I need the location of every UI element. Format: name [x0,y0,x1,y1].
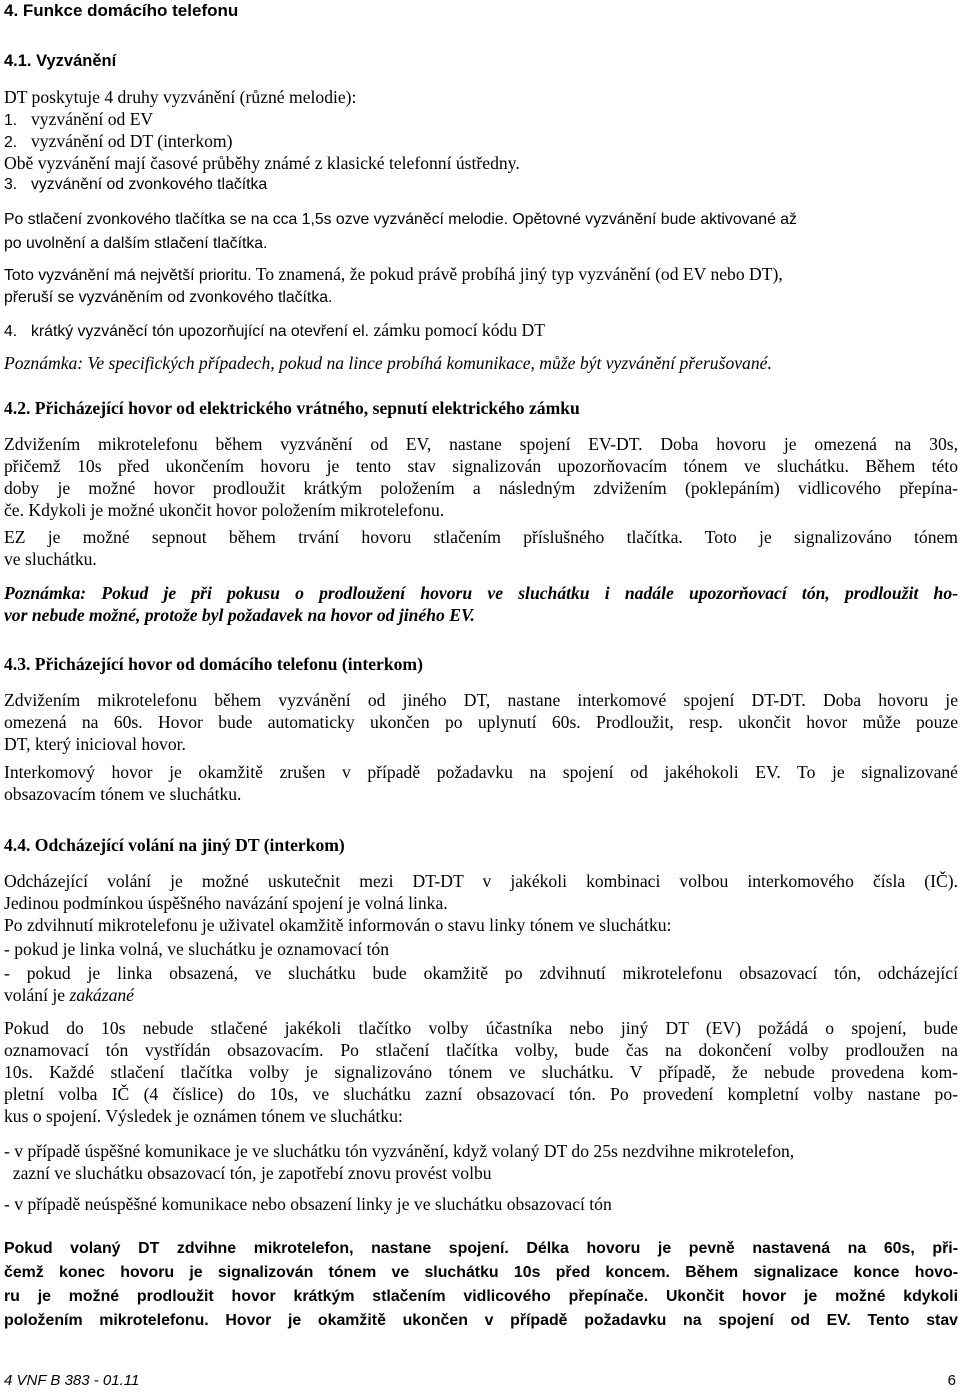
paragraph-line: přičemž 10s před ukončením hovoru je tento stav signalizován upozorňovacím tónem ve sluchátku. Během této [4,456,958,476]
list-number: 1. [4,112,18,129]
paragraph-line: DT, který inicioval hovor. [4,734,186,754]
list-text: krátký vyzváněcí tón upozorňující na otevření el. [31,323,370,340]
paragraph-line: po uvolnění a dalším stlačení tlačítka. [4,235,268,252]
paragraph-line: Jedinou podmínkou úspěšného navázání spojení je volná linka. [4,893,448,913]
paragraph-line: položením mikrotelefonu. Hovor je okamžitě ukončen v případě požadavku na spojení od EV. Tento stav [4,1312,958,1329]
list-text: zámku pomocí kódu DT [369,320,545,340]
ringtone-intro: DT poskytuje 4 druhy vyzvánění (různé melodie): [4,87,357,107]
paragraph-line: če. Kdykoli je možné ukončit hovor položením mikrotelefonu. [4,500,445,520]
paragraph-line: ru je možné prodloužit hovor krátkým stlačením vidlicového přepínače. Ukončit hovor je možné kdykoli [4,1288,958,1305]
paragraph-line [4,209,797,231]
list-item [4,130,232,154]
text-run: To znamená, že pokud právě probíhá jiný typ vyzvánění (od EV nebo DT), [251,264,783,284]
paragraph-line: Zdvižením mikrotelefonu během vyzvánění od jiného DT, nastane interkomové spojení DT-DT. Doba hovoru je [4,690,958,710]
paragraph-line: přeruší se vyzváněním od zvonkového tlačítka. [4,289,333,306]
list-item [4,319,545,343]
section-4-4-title: 4.4. Odcházející volání na jiný DT (interkom) [4,835,345,855]
page-footer [4,1370,956,1392]
text-run: volání je [4,985,70,1005]
note: Poznámka: Ve specifických případech, pokud na lince probíhá komunikace, může být vyzvánění přerušované. [4,353,772,373]
paragraph-line: kus o spojení. Výsledek je oznámen tónem ve sluchátku: [4,1106,403,1126]
paragraph-line: Interkomový hovor je okamžitě zrušen v případě požadavku na spojení od jakéhokoli EV. To je signalizované [4,762,958,782]
list-item [4,984,134,1006]
paragraph-line: Po zdvihnutí mikrotelefonu je uživatel okamžitě informován o stavu linky tónem ve sluchátku: [4,915,672,935]
paragraph-line: Obě vyzvánění mají časové průběhy známé z klasické telefonní ústředny. [4,153,520,173]
paragraph-line: obsazovacím tónem ve sluchátku. [4,784,242,804]
list-item: - pokud je linka obsazená, ve sluchátku bude okamžitě po zdvihnutí mikrotelefonu obsazovací tón, odcházející [4,963,958,983]
paragraph-line: 10s. Každé stlačení tlačítka volby je signalizováno tónem ve sluchátku. V případě, že nebude provedena kom- [4,1062,958,1082]
paragraph-line: pletní volba IČ (4 číslice) do 10s, ve sluchátku zazní obsazovací tón. Po provedení kompletní volby nastane po- [4,1084,958,1104]
page-number: 6 [947,1372,956,1389]
list-number: 2. [4,134,18,151]
list-item: - pokud je linka volná, ve sluchátku je oznamovací tón [4,939,390,959]
paragraph-line: omezená na 60s. Hovor bude automaticky ukončen po uplynutí 60s. Prodloužit, resp. ukončit hovor může pouze [4,712,958,732]
paragraph-line: doby je možné hovor prodloužit krátkým položením a následným zdvižením (poklepáním) vidlicového přepína- [4,478,958,498]
list-number: 3. [4,176,18,193]
text-run: zakázané [69,985,134,1005]
list-number: 4. [4,323,18,340]
paragraph-line: Pokud do 10s nebude stlačené jakékoli tlačítko volby účastníka nebo jiný DT (EV) požádá o spojení, bude [4,1018,958,1038]
list-item: - v případě neúspěšné komunikace nebo obsazení linky je ve sluchátku obsazovací tón [4,1194,612,1214]
paragraph-line: Odcházející volání je možné uskutečnit mezi DT-DT v jakékoli kombinaci volbou interkomového čísla (IČ). [4,871,958,891]
list-item [4,174,267,196]
list-text: vyzvánění od DT (interkom) [31,131,233,151]
paragraph-line: ve sluchátku. [4,549,97,569]
text-run: Po stlačení zvonkového tlačítka se na cca 1,5s ozve vyzváněcí melodie. [4,211,509,228]
text-run: Toto vyzvánění má největší prioritu. [4,267,252,284]
paragraph-line: Zdvižením mikrotelefonu během vyzvánění od EV, nastane spojení EV-DT. Doba hovoru je omezená na 30s, [4,434,958,454]
page-title: 4. Funkce domácího telefonu [4,1,239,20]
section-4-1-title: 4.1. Vyzvánění [4,52,117,70]
paragraph-line: čemž konec hovoru je signalizován tónem ve sluchátku 10s před koncem. Během signalizace konce hovo- [4,1264,958,1281]
paragraph-line: oznamovací tón vystřídán obsazovacím. Po stlačení tlačítka volby, bude čas na dokončení volby prodloužen na [4,1040,958,1060]
paragraph-line: Pokud volaný DT zdvihne mikrotelefon, nastane spojení. Délka hovoru je pevně nastavená na 60s, při- [4,1240,958,1257]
list-item: zazní ve sluchátku obsazovací tón, je zapotřebí znovu provést volbu [4,1163,492,1183]
list-text: vyzvánění od EV [31,109,154,129]
list-text: vyzvánění od zvonkového tlačítka [31,176,268,193]
note: Poznámka: Pokud je při pokusu o prodloužení hovoru ve sluchátku i nadále upozorňovací tón, prodloužit ho- [4,583,958,603]
list-item [4,108,153,132]
section-4-2-title: 4.2. Přicházející hovor od elektrického vrátného, sepnutí elektrického zámku [4,398,580,418]
note: vor nebude možné, protože byl požadavek na hovor od jiného EV. [4,605,475,625]
text-run: Opětovné vyzvánění bude aktivované až [508,211,797,228]
paragraph-line: EZ je možné sepnout během trvání hovoru stlačením příslušného tlačítka. Toto je signalizováno tónem [4,527,958,547]
paragraph-line [4,263,783,287]
document-code: 4 VNF B 383 - 01.11 [4,1372,140,1389]
list-item: - v případě úspěšné komunikace je ve sluchátku tón vyzvánění, když volaný DT do 25s nezdvihne mikrotelefon, [4,1141,795,1161]
section-4-3-title: 4.3. Přicházející hovor od domácího telefonu (interkom) [4,654,423,674]
